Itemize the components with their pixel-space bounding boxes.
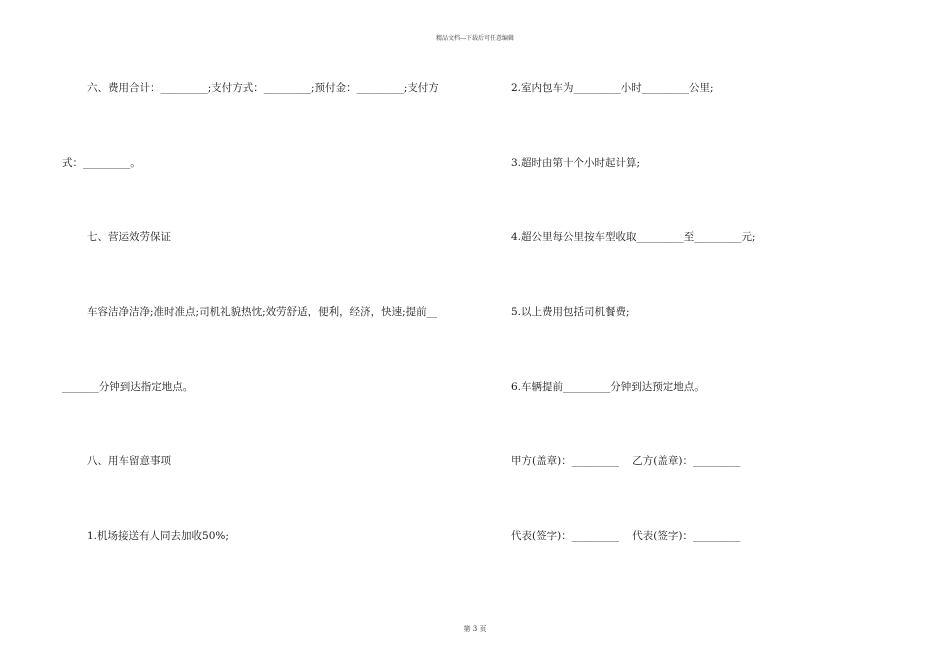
extra-km-line: 4.超公里每公里按车型收取_________至_________元; xyxy=(511,231,756,243)
charter-hours-line: 2.室内包车为_________小时_________公里; xyxy=(511,82,714,94)
service-guarantee-line: 车容洁净洁净;准时准点;司机礼貌热忱;效劳舒适，便利，经济，快速;提前__ xyxy=(87,306,438,318)
representative-signature-line: 代表(签字)：_________ 代表(签字)：_________ xyxy=(511,530,741,542)
driver-meal-line: 5.以上费用包括司机餐费; xyxy=(511,306,630,318)
page-footer: 第 3 页 xyxy=(463,625,487,633)
overtime-line: 3.超时由第十个小时起计算; xyxy=(511,157,641,169)
arrival-time-line: _______分钟到达指定地点。 xyxy=(62,381,194,393)
section-seven-heading: 七、营运效劳保证 xyxy=(87,231,171,243)
page-header: 精品文档---下载后可任意编辑 xyxy=(435,35,515,42)
party-seal-line: 甲方(盖章)：_________ 乙方(盖章)：_________ xyxy=(511,455,741,467)
airport-surcharge-line: 1.机场接送有人同去加收50%; xyxy=(87,530,229,542)
fee-total-line: 六、费用合计：_________;支付方式：_________;预付金：_________;支付方 xyxy=(87,82,439,94)
vehicle-arrival-line: 6.车辆提前_________分钟到达预定地点。 xyxy=(511,381,705,393)
section-eight-heading: 八、用车留意事项 xyxy=(87,455,171,467)
payment-method-line: 式：_________。 xyxy=(62,157,141,169)
